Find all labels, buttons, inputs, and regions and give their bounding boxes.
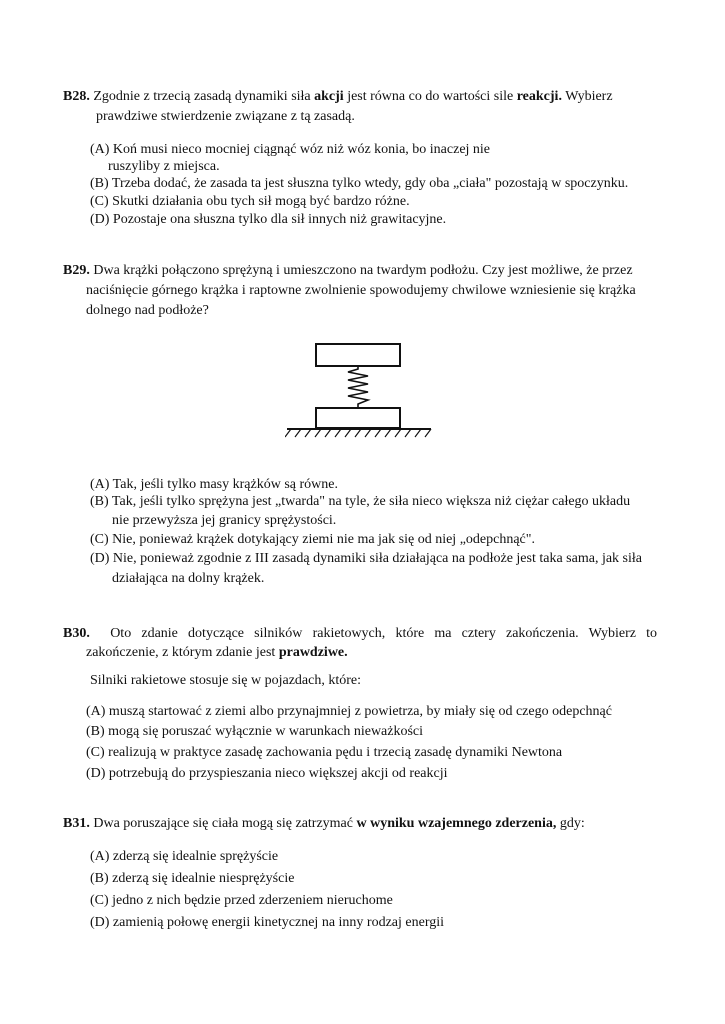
b30-option-c: (C) realizują w praktyce zasadę zachowania pędu i trzecią zasadę dynamiki Newtona: [86, 745, 563, 760]
b29-option-b: (B) Tak, jeśli tylko sprężyna jest „twarda" na tyle, że siła nieco większa niż ciężar całego układu: [90, 494, 631, 509]
b30-option-d: (D) potrzebują do przyspieszania nieco większej akcji od reakcji: [86, 766, 448, 781]
b28-option-b: (B) Trzeba dodać, że zasada ta jest słuszna tylko wtedy, gdy oba „ciała" pozostają w spoczynku.: [90, 176, 629, 191]
b29-option-c: (C) Nie, ponieważ krążek dotykający ziemi nie ma jak się od niej „odepchnąć".: [90, 532, 535, 547]
b31-label: B31.: [63, 816, 90, 831]
b29-option-a: (A) Tak, jeśli tylko masy krążków są równe.: [90, 477, 338, 492]
b28-option-d: (D) Pozostaje ona słuszna tylko dla sił innych niż grawitacyjne.: [90, 212, 447, 227]
b30-stem-line1: B30. Oto zdanie dotyczące silników rakietowych, które ma cztery zakończenia. Wybierz to: [63, 626, 658, 641]
b30-option-b: (B) mogą się poruszać wyłącznie w warunkach nieważkości: [86, 724, 424, 739]
b31-stem: B31. Dwa poruszające się ciała mogą się zatrzymać w wyniku wzajemnego zderzenia, gdy:: [63, 816, 585, 831]
b28-option-a-cont: ruszyliby z miejsca.: [108, 159, 220, 174]
spring-disks-diagram: [285, 336, 433, 442]
ground-hatching: [285, 429, 431, 437]
spring-icon: [348, 366, 368, 408]
b28-stem-line1: B28. Zgodnie z trzecią zasadą dynamiki siła akcji jest równa co do wartości sile reakcji. Wybierz: [63, 89, 613, 104]
b31-option-a: (A) zderzą się idealnie sprężyście: [90, 849, 279, 864]
b30-label: B30.: [63, 626, 90, 641]
b28-label: B28.: [63, 89, 90, 104]
b28-stem-line2: prawdziwe stwierdzenie związane z tą zasadą.: [96, 109, 355, 124]
b29-option-d: (D) Nie, ponieważ zgodnie z III zasadą dynamiki siła działająca na podłoże jest taka sama, jak siła: [90, 551, 642, 566]
b31-option-c: (C) jedno z nich będzie przed zderzeniem nieruchome: [90, 893, 393, 908]
b29-option-b-cont: nie przewyższa jej granicy sprężystości.: [112, 513, 337, 528]
b28-option-c: (C) Skutki działania obu tych sił mogą być bardzo różne.: [90, 194, 410, 209]
b29-stem-line3: dolnego nad podłoże?: [86, 303, 209, 318]
b29-option-d-cont: działająca na dolny krążek.: [112, 571, 265, 586]
b29-stem-line2: naciśnięcie górnego krążka i raptowne zwolnienie spowodujemy chwilowe wzniesienie się krążka: [86, 283, 636, 298]
b31-option-b: (B) zderzą się idealnie niesprężyście: [90, 871, 295, 886]
b29-stem-line1: B29. Dwa krążki połączono sprężyną i umieszczono na twardym podłożu. Czy jest możliwe, że przez: [63, 263, 633, 278]
b28-option-a: (A) Koń musi nieco mocniej ciągnąć wóz niż wóz konia, bo inaczej nie: [90, 142, 491, 157]
lower-disk: [316, 408, 400, 428]
upper-disk: [316, 344, 400, 366]
b30-option-a: (A) muszą startować z ziemi albo przynajmniej z powietrza, by miały się od czego odepchnąć: [86, 704, 612, 719]
b30-stem-line2: zakończenie, z którym zdanie jest prawdziwe.: [86, 645, 348, 660]
b29-label: B29.: [63, 263, 90, 278]
b30-lead: Silniki rakietowe stosuje się w pojazdach, które:: [90, 673, 361, 688]
b31-option-d: (D) zamienią połowę energii kinetycznej na inny rodzaj energii: [90, 915, 445, 930]
